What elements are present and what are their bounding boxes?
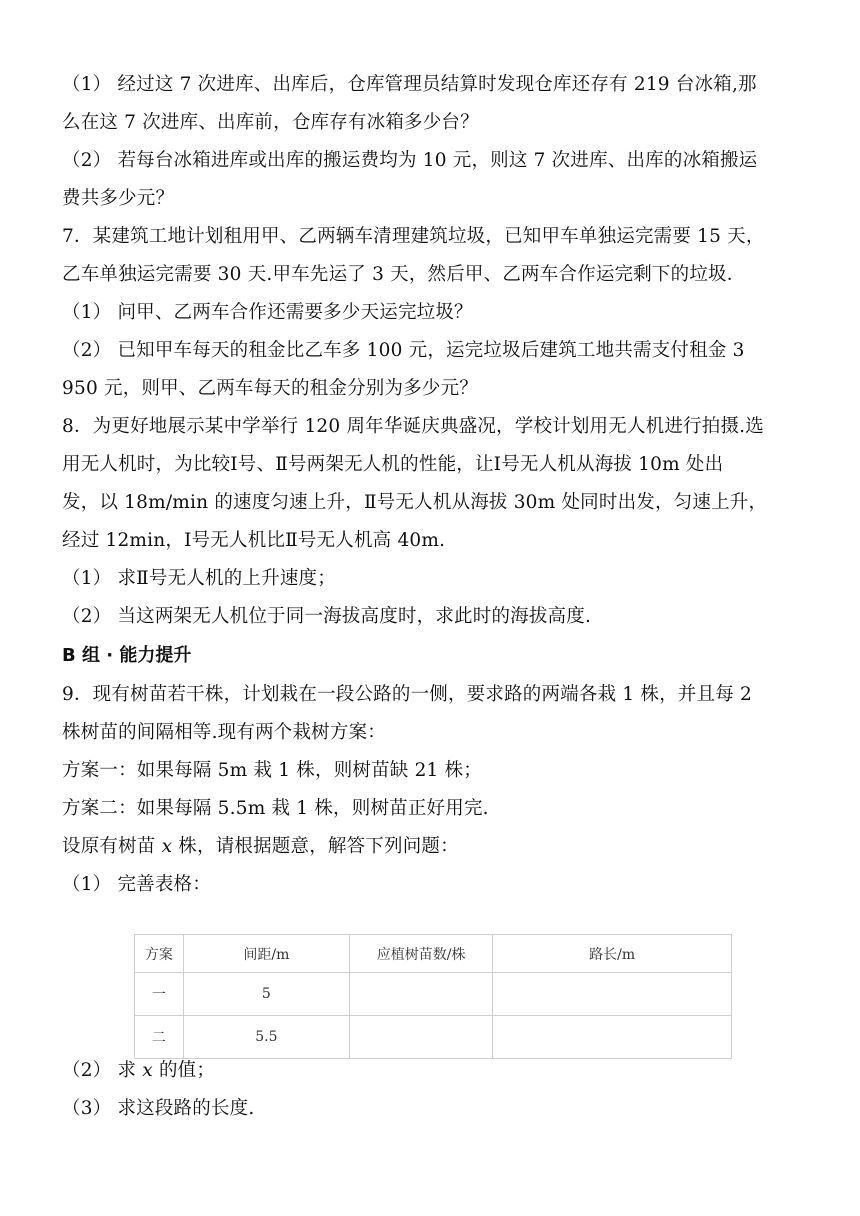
text-line: （3） 求这段路的长度. (62, 1098, 255, 1119)
text-line: （2） 求 𝑥 的值； (62, 1060, 216, 1081)
text-line: 950 元，则甲、乙两车每天的租金分别为多少元？ (62, 378, 478, 399)
table-cell: 5.5 (183, 1016, 349, 1059)
table-header-row (135, 935, 732, 973)
text-line: 经过 12min，Ⅰ号无人机比Ⅱ号无人机高 40m. (62, 530, 446, 551)
text-line: 方案二：如果每隔 5.5m 栽 1 株，则树苗正好用完. (62, 798, 489, 819)
table-cell-blank (349, 973, 492, 1016)
text-line: 株树苗的间隔相等.现有两个栽树方案： (62, 722, 386, 743)
text-line: （2） 已知甲车每天的租金比乙车多 100 元，运完垃圾后建筑工地共需支付租金 3 (62, 340, 745, 361)
text-line: 7．某建筑工地计划租用甲、乙两辆车清理建筑垃圾，已知甲车单独运完需要 15 天， (62, 226, 765, 247)
table-cell: 5 (183, 973, 349, 1016)
document-tail (62, 1052, 802, 1128)
text-line: 8．为更好地展示某中学举行 120 周年华诞庆典盛况，学校计划用无人机进行拍摄.选 (62, 416, 764, 437)
table-cell-blank (493, 973, 732, 1016)
section-heading: B 组 · 能力提升 (62, 645, 192, 666)
text-line: （1） 完善表格： (62, 874, 211, 895)
plan-table (134, 934, 732, 1059)
text-line: 费共多少元？ (62, 188, 175, 209)
text-line: 设原有树苗 𝑥 株，请根据题意，解答下列问题： (62, 836, 459, 857)
text-line: 发，以 18m/min 的速度匀速上升，Ⅱ号无人机从海拔 30m 处同时出发，匀速上升， (62, 492, 768, 513)
text-line: （1） 经过这 7 次进库、出库后，仓库管理员结算时发现仓库还存有 219 台冰箱,那 (62, 74, 757, 95)
text-line: （2） 若每台冰箱进库或出库的搬运费均为 10 元，则这 7 次进库、出库的冰箱搬运 (62, 150, 758, 171)
table-header-cell: 应植树苗数/株 (349, 935, 492, 973)
table-row (135, 973, 732, 1016)
text-line: （1） 问甲、乙两车合作还需要多少天运完垃圾？ (62, 302, 473, 323)
table-header-cell: 间距/m (183, 935, 349, 973)
text-line: 9．现有树苗若干株，计划栽在一段公路的一侧，要求路的两端各栽 1 株，并且每 2 (62, 684, 752, 705)
text-line: 么在这 7 次进库、出库前，仓库存有冰箱多少台？ (62, 112, 479, 133)
text-line: （1） 求Ⅱ号无人机的上升速度； (62, 568, 336, 589)
table-header-cell: 路长/m (493, 935, 732, 973)
text-line: 用无人机时，为比较Ⅰ号、Ⅱ号两架无人机的性能，让Ⅰ号无人机从海拔 10m 处出 (62, 454, 724, 475)
text-line: （2） 当这两架无人机位于同一海拔高度时，求此时的海拔高度. (62, 606, 592, 627)
table-cell: 一 (135, 973, 184, 1016)
table-header-cell: 方案 (135, 935, 184, 973)
text-line: 方案一：如果每隔 5m 栽 1 株，则树苗缺 21 株； (62, 760, 483, 781)
text-line: 乙车单独运完需要 30 天.甲车先运了 3 天，然后甲、乙两车合作运完剩下的垃圾． (62, 264, 746, 285)
document-body (62, 66, 802, 904)
table-cell: 二 (135, 1016, 184, 1059)
